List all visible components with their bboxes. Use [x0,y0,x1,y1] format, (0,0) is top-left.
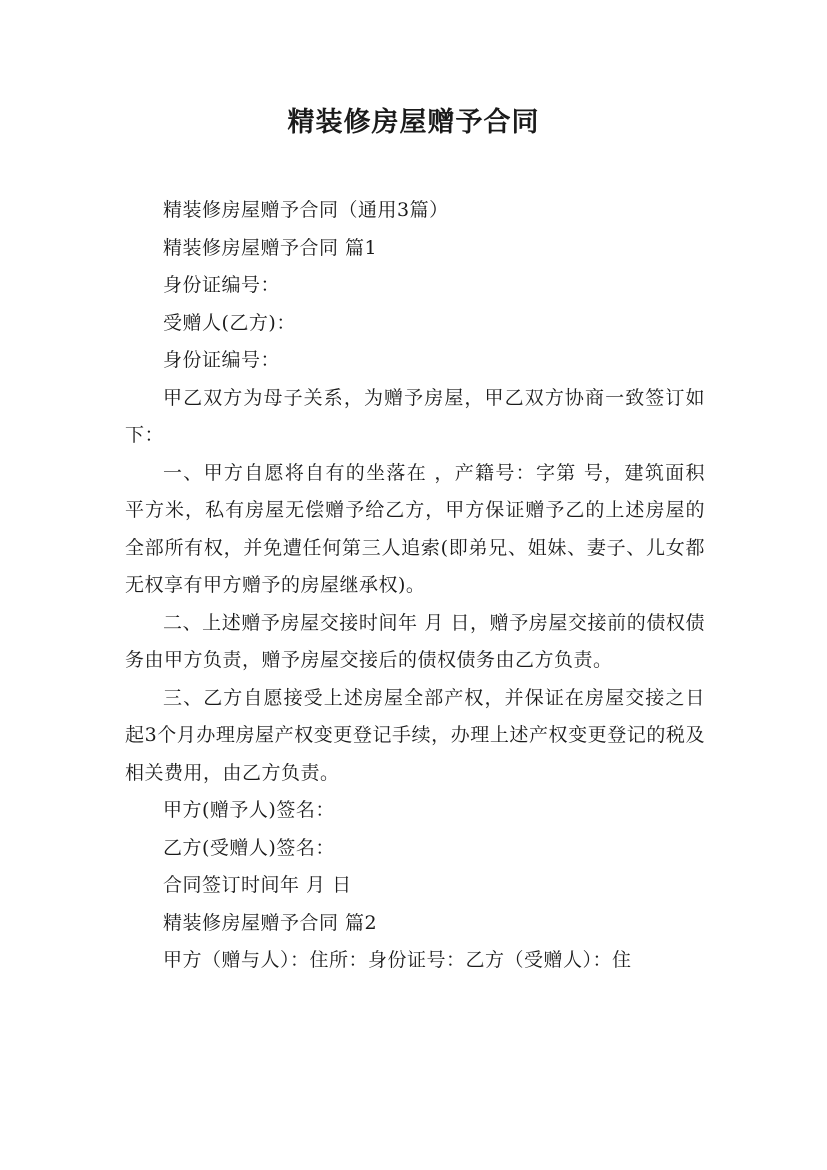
paragraph-clause-3: 三、乙方自愿接受上述房屋全部产权，并保证在房屋交接之日起3个月办理房屋产权变更登记手续，办理上述产权变更登记的税及相关费用，由乙方负责。 [125,686,705,784]
paragraph-section-heading-1: 精装修房屋赠予合同 篇1 [163,236,378,259]
paragraph-section-heading-2: 精装修房屋赠予合同 篇2 [163,911,378,934]
document-title: 精装修房屋赠予合同 [287,107,540,138]
paragraph-donee: 受赠人(乙方)： [163,311,296,334]
paragraph-id-number-donee: 身份证编号： [163,349,281,371]
paragraph-id-number-donor: 身份证编号： [163,274,281,296]
paragraph-clause-1: 一、甲方自愿将自有的坐落在 ，产籍号：字第 号，建筑面积 平方米，私有房屋无偿赠予给乙方，甲方保证赠予乙的上述房屋的全部所有权，并免遭任何第三人追索(即弟兄、姐妹、妻子、儿女都无权享有甲方赠予的房屋继承权)。 [125,461,705,596]
paragraph-parties-2: 甲方（赠与人）：住所：身份证号：乙方（受赠人）：住 [163,949,632,971]
paragraph-signature-donor: 甲方(赠予人)签名： [163,799,335,821]
document-body [125,192,705,980]
paragraph-subtitle: 精装修房屋赠予合同（通用3篇） [163,199,449,221]
paragraph-clause-2: 二、上述赠予房屋交接时间年 月 日，赠予房屋交接前的债权债务由甲方负责，赠予房屋交接后的债权债务由乙方负责。 [125,611,705,671]
paragraph-signature-donee: 乙方(受赠人)签名： [163,836,335,859]
paragraph-intro: 甲乙双方为母子关系，为赠予房屋，甲乙双方协商一致签订如下： [125,386,705,446]
paragraph-signing-date: 合同签订时间年 月 日 [163,874,352,896]
